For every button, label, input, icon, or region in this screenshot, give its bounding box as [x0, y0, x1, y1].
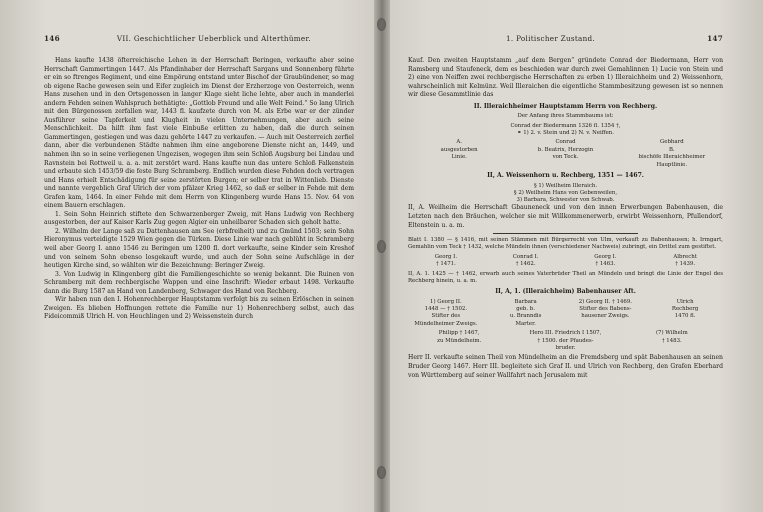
- stemma-node-name: Philipp † 1467,: [438, 330, 480, 337]
- stemma-node-sub: Stifter des: [431, 313, 461, 320]
- stemma-node-sub: † 1463.: [595, 261, 616, 268]
- left-page-body: [44, 57, 354, 322]
- stemma-node-name: 1) Georg II.: [430, 298, 462, 305]
- stemma-node-name: Conrad I.: [512, 253, 539, 260]
- stemma-root-line: Conrad der Biedermann 1326 fl. 1354 †,: [510, 122, 621, 129]
- section-heading-iia1: II, A, 1. (Illeraichheim) Babenhauser Aft.: [495, 288, 636, 296]
- stemma-node-sub: ausgestorben: [440, 146, 478, 153]
- section-heading-2: II. Illeraichheimer Hauptstamm Herrn von Rechberg.: [473, 102, 658, 110]
- stemma-node: [408, 139, 510, 161]
- stemma-item: § 1) Weilheim Illeraich.: [533, 182, 598, 189]
- right-page-body: [408, 57, 723, 380]
- stemma-node-sub: Linie.: [451, 154, 467, 161]
- stemma-node-sub: B.: [668, 146, 675, 153]
- stemma-node-sub: † 1483.: [661, 337, 682, 344]
- paragraph: Blatt I. 1380 — § 1416, mit seinen Stämmen mit Bürgerrecht von Ulm, verkauft zu Babenhausen; h. Irmgart, Gemahlin vom Teck † 1432, welche Mündeln ihnen (verschiedener Nachweis) zubringt, ein Drittel zum gestiftet.: [408, 237, 723, 251]
- stemma-node: [568, 254, 644, 269]
- stemma-node: [514, 330, 616, 352]
- stemma-node-sub: Mündelheimer Zweigs.: [414, 320, 478, 327]
- paragraph: Hans kaufte 1438 öfterreichische Lehen in der Herrschaft Beringen, verkaufte aber seine Herrschaft Gammertingen 1447. Als Pfandinhaber der Herrschaft Sargans und Sonnenberg führte er ein so ftrenges Regiment, und eine Empörung entstand unter Bischof der Graubündener, so mag ob eigene Rache gewesen sein und Eifer zugleich im Dienst der Erzherzoge von Oesterreich, wenn Hans zusehen und in den Ortsgenossen in langer Klage sieht liche lehte, aber auch in manderlei andern Fehden seinen Wahlspruch bethätigte: „Gottlob Freund und alle Welt Feind.“ So lang Ulrich mit den Bürgenossen zerfallen war, 1443 fl. kaufzete durch von M. als Erbe war er der zünder Ausführer seine Tapferkeit und Klugheit in vielen Unternehmungen, aber auch seine Menschlichkeit. Da hilft ihm fast viele Einbuße erlitten zu haben, daß die durch seinen Gammertingen, gestiegen und was dazu gehörte 1447 zu verkaufen. — Auch mit Oesterreich zerfiel dann, aber die verbundenen Städte nahmen ihm eine angeborene Dienste nicht an, 1449, und nahmen ihn so in seine verliegenen Ungezisen, wogegen ihm sein Schloß Augsburg bei Lindau und Ravnstein bei Rottweil u. a. a. mit zerstört ward. Hans kaufte nun das untere Schloß Falkenstein und erbaute sich 1453/59 die feste Burg Schramberg. Endlich wurden diese Fehden doch vertragen und Hans erhielt Entschädigung für seine zerstörten Burgen; er selber trat in Wittenlieb. Dienste und nannte vergeblich Graf Ulrich der vom pfälzer Krieg 1462, so daß er selber in Fehde mit dem Grafen kam, 1464. In einer Fehde mit dem Herrn von Klingenberg wurde Hans 15. Nov. 64 von einem Bauern erschlagen.: [44, 57, 354, 210]
- stemma-node: [408, 330, 510, 345]
- stemma-node-sub: geb. b.: [516, 306, 535, 313]
- right-page: [382, 0, 763, 512]
- stemma-node-sub: † 1500. der Pfaudes-: [537, 337, 594, 344]
- stemma-node: [408, 254, 484, 269]
- stemma-node-sub: bruder.: [555, 345, 576, 352]
- section-heading-iia: II, A. Weissenhorn u. Rechberg, 1351 — 1467.: [487, 172, 644, 180]
- stemma-node: [408, 299, 484, 329]
- stemma-node-sub: 1470 fl.: [674, 313, 696, 320]
- stemma-node-sub: Marter.: [515, 320, 536, 327]
- stemma-node: [647, 299, 723, 321]
- stemma-node-name: A.: [456, 139, 462, 146]
- stemma-node: [514, 139, 616, 161]
- stemma-node-sub: 1448 — † 1502.: [424, 306, 468, 313]
- paragraph: 2. Wilhelm der Lange saß zu Dattenhausen am See (erbfreiheit) und zu Gmünd 1503; sein Sohn Hieronymus verteidigte 1529 Wien gegen die Türken. Diese Linie war nach geblüht in Schramberg weil aber Georg I. anno 1546 zu Beringen um 1200 fl. dort verkaufte, seine Kinder sein Kreshof und von seinem Sohn ebenso losgekauft wurde, und auch der Sohn seine Aufschläge in der heutigen Kirche sind, so wählten wir die Bezeichnung: Beringer Zweig.: [44, 227, 354, 270]
- stemma-node-name: Ulrich: [676, 298, 694, 305]
- stemma-node: [488, 254, 564, 269]
- stemma-node-name: Barbara: [514, 298, 537, 305]
- stemma-node: [488, 299, 564, 329]
- binding-hole: [377, 240, 386, 253]
- stemma-node-name: Hero III. Friedrich I 1507,: [529, 330, 602, 337]
- stemma-node-name: Conrad: [555, 139, 576, 146]
- binding-hole: [377, 18, 386, 31]
- stemma-node-sub: von Teck.: [552, 154, 579, 161]
- stemma-node-name: Gebhard: [659, 139, 684, 146]
- stemma-node-name: Albrecht: [673, 253, 697, 260]
- stemma-node-sub: † 1462.: [515, 261, 536, 268]
- left-running-title: VII. Geschichtlicher Ueberblick und Alterthümer.: [116, 34, 311, 43]
- stemma-node-name: 2) Georg II. † 1469.: [578, 298, 632, 305]
- stemma-node: [621, 330, 723, 345]
- stemma-node-sub: Stifter des Babens-: [579, 306, 632, 313]
- stemma-generation-1: [408, 139, 723, 169]
- stemma-node-sub: u. Branndis: [509, 313, 542, 320]
- stemma-root-line: ⚭ 1) 2. v. Stein und 2) N. v. Neiffen.: [517, 129, 614, 136]
- paragraph: II, A. Weilheim die Herrschaft Gbauneneck und von den innen Erwerbungen Babenhausen, die Letzten nach den Bräuchen, welcher sie mit Willkommenerwerb, erwirbt Weissenhorn, Pfullendorf, Eltenstein u. a. m.: [408, 204, 723, 229]
- stemma-node: [568, 299, 644, 321]
- paragraph: II, A. 1. 1425 — † 1462, erwarb auch seines Vaterbrüder Theil an Mündeln und bringt die Linie der Engel des Rechberg hinein, u. a. m.: [408, 270, 723, 284]
- stemma-node-sub: Hauptlinie.: [656, 161, 688, 168]
- stemma-node: [621, 139, 723, 169]
- left-page-header: [44, 34, 354, 43]
- stemma-root: [408, 123, 723, 138]
- stemma-node-sub: hausener Zweigs.: [581, 313, 630, 320]
- stemma-node-name: Georg I.: [594, 253, 617, 260]
- stemma-generation-4: [408, 330, 723, 352]
- stemma-node-name: (7) Wilhelm: [655, 330, 688, 337]
- paragraph: Wir haben nun den I. Hohenrechberger Hauptstamm verfolgt bis zu seinen Erlöschen in seinen Zweigen. Es blieben Hoffnungen rettete die Familie nur 1) Hohenrechberg selbst, auch das Fideicommiß Ulrich H. von Heuchlingen und 2) Weissenstein durch: [44, 296, 354, 321]
- stemma-node-sub: Rechberg: [671, 306, 699, 313]
- binding-hole: [377, 466, 386, 479]
- stemma-item: § 2) Weilheim Hans von Gebenweilen,: [513, 189, 618, 196]
- paragraph: 3. Von Ludwig in Klingenberg gibt die Familiengeschichte so wenig bekannt. Die Ruinen von Schramberg mit dem rechbergische Wappen und eine Inschrift: Wieder erbaut 1498. Verkaufte dann die Burg 1587 an Hand von Landenberg, Schwager des Hand von Rechberg.: [44, 270, 354, 295]
- stemma-node: [647, 254, 723, 269]
- left-folio-number: 146: [44, 34, 60, 43]
- paragraph: Kauf. Den zweiten Hauptstamm „auf dem Bergen“ gründete Conrad der Biedermann, Herr von Ramsberg und Staufeneck, dem es beschieden war durch zwei Gemahlinnen 1) Lucie von Stein und 2) eine von Neiffen zwei rechbergische Herrschaften zu erben 1) Illeraichheim und 2) Weissenhorn, wahrscheinlich mit Kelmünz. Weil Illeraichen die eigentliche Stammbesitzung gewesen ist so nennen wir diese Gesammtlinie das: [408, 57, 723, 99]
- right-running-title: 1. Politischer Zustand.: [506, 34, 596, 43]
- stemma-node-sub: bischöfe Illeraichheimer: [638, 154, 706, 161]
- stemma-node-sub: b. Beatrix, Herzogin: [537, 146, 594, 153]
- paragraph: 1. Sein Sohn Heinrich stiftete den Schwarzenberger Zweig, mit Hans Ludwig von Rechberg ausgestorben, der auf Kaiser Karls Zug gegen Algier ein unheilbarer Schaden sich geholt hatte.: [44, 210, 354, 227]
- stemma-generation-3: [408, 299, 723, 329]
- stemma-node-name: Georg I.: [434, 253, 458, 260]
- right-page-header: [408, 34, 723, 43]
- right-folio-number: 147: [707, 34, 723, 43]
- stemma-generation-2: [408, 254, 723, 269]
- stemma-node-sub: † 1439.: [675, 261, 696, 268]
- paragraph: Herr II. verkaufte seinen Theil von Mündelheim an die Fremdsberg und spät Babenhausen an seinen Bruder Georg 1467. Herr III. begleitete sich Graf II. und Ulrich von Rechberg, den Grafen Eberhard von Württemberg auf seiner Wallfahrt nach Jerusalem mit: [408, 354, 723, 379]
- stemma-item: 3) Barbara, Schwester von Schwab.: [516, 197, 615, 204]
- stemma-node-sub: † 1471.: [435, 261, 456, 268]
- stemma-node-sub: zu Mündelheim.: [437, 337, 482, 344]
- stemma-intro: Der Anfang ihres Stammbaums ist:: [517, 113, 614, 120]
- divider: [493, 233, 638, 234]
